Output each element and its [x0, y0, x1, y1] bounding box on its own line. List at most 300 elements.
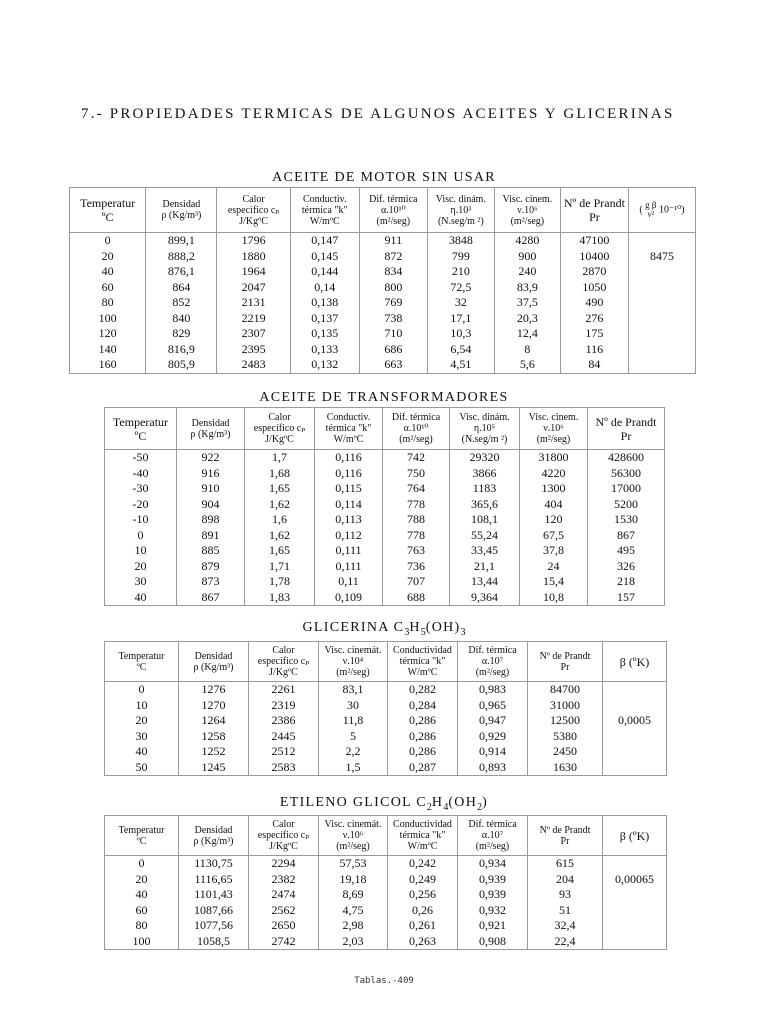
table-cell: 0,965: [458, 698, 528, 714]
table-cell: 100: [105, 934, 179, 950]
table-cell: 0,116: [315, 466, 383, 482]
col-specific-heat: Calor específico cₚ J/KgºC: [245, 408, 315, 450]
col-diffusivity: Dif. térmica α.10⁷ (m²/seg): [458, 816, 528, 856]
table-cell: [603, 918, 667, 934]
table-cell: 210: [427, 264, 494, 280]
table-cell: 800: [359, 280, 427, 296]
page-footer: Tablas.-409: [354, 976, 414, 986]
table-cell: 160: [70, 357, 146, 373]
table-cell: 0,132: [290, 357, 359, 373]
table-cell: 885: [177, 543, 245, 559]
col-prandtl: Nº de Prandt Pr: [560, 188, 628, 233]
col-conductivity: Conductividad térmica "k" W/mºC: [388, 816, 458, 856]
table-cell: 2382: [249, 872, 319, 888]
col-kin-viscosity: Visc. cinem. ν.10⁶ (m²/seg): [494, 188, 560, 233]
table-row: [105, 729, 667, 745]
table-cell: 763: [383, 543, 450, 559]
table-cell: 83,1: [319, 682, 388, 698]
table-cell: 1,7: [245, 450, 315, 466]
table-cell: 8,69: [319, 887, 388, 903]
table-cell: 1058,5: [179, 934, 249, 950]
table-cell: 428600: [588, 450, 665, 466]
table-cell: 764: [383, 481, 450, 497]
table-cell: 0,282: [388, 682, 458, 698]
table-cell: 3848: [427, 233, 494, 249]
table-cell: 0,256: [388, 887, 458, 903]
table-cell: 0,135: [290, 326, 359, 342]
table-cell: 0,111: [315, 543, 383, 559]
table-cell: 778: [383, 528, 450, 544]
table-cell: 2512: [249, 744, 319, 760]
table-cell: 20: [105, 559, 177, 575]
table-cell: 1,68: [245, 466, 315, 482]
table-cell: [628, 295, 695, 311]
col-diffusivity: Dif. térmica α.10¹⁰ (m²/seg): [383, 408, 450, 450]
table-cell: 490: [560, 295, 628, 311]
table-cell: 2307: [217, 326, 290, 342]
trafo-table: [104, 407, 665, 606]
table-cell: 0,929: [458, 729, 528, 745]
table-cell: 922: [177, 450, 245, 466]
table-cell: [628, 326, 695, 342]
table-cell: 2319: [249, 698, 319, 714]
table-row: [105, 682, 667, 698]
col-temp: Temperatur ºC: [70, 188, 146, 233]
table-cell: 4,75: [319, 903, 388, 919]
table-cell: 40: [105, 744, 179, 760]
table-cell: 120: [70, 326, 146, 342]
table-cell: 799: [427, 249, 494, 265]
table-cell: 0: [105, 528, 177, 544]
table-cell: [603, 729, 667, 745]
table-cell: 1264: [179, 713, 249, 729]
table-cell: 0,263: [388, 934, 458, 950]
table-cell: 495: [588, 543, 665, 559]
table-cell: 872: [359, 249, 427, 265]
table-cell: 1077,56: [179, 918, 249, 934]
col-conductivity: Conductividad térmica "k" W/mºC: [388, 642, 458, 682]
table-cell: 0,908: [458, 934, 528, 950]
table-cell: 710: [359, 326, 427, 342]
table-cell: 2742: [249, 934, 319, 950]
table-cell: 1,6: [245, 512, 315, 528]
table-cell: 1276: [179, 682, 249, 698]
table-cell: 2219: [217, 311, 290, 327]
table-cell: 10: [105, 543, 177, 559]
table-cell: 788: [383, 512, 450, 528]
col-prandtl: Nº de Prandt Pr: [588, 408, 665, 450]
table-row: [105, 450, 665, 466]
table-row: [105, 497, 665, 513]
col-specific-heat: Calor específico cₚ J/KgºC: [217, 188, 290, 233]
table-cell: 240: [494, 264, 560, 280]
table-cell: 0,249: [388, 872, 458, 888]
table-cell: 404: [520, 497, 588, 513]
col-temp: Temperatur ºC: [105, 816, 179, 856]
col-temp: Temperatur ºC: [105, 408, 177, 450]
table-cell: 0,138: [290, 295, 359, 311]
table-cell: 19,18: [319, 872, 388, 888]
col-prandtl: Nº de Prandt Pr: [528, 816, 603, 856]
table-cell: 30: [105, 574, 177, 590]
table-cell: -20: [105, 497, 177, 513]
table-cell: 29320: [450, 450, 520, 466]
table-cell: 55,24: [450, 528, 520, 544]
table-cell: 1101,43: [179, 887, 249, 903]
table-cell: 9,364: [450, 590, 520, 606]
table-cell: [628, 311, 695, 327]
table-row: [105, 512, 665, 528]
table-cell: 2483: [217, 357, 290, 373]
table-cell: 204: [528, 872, 603, 888]
table-cell: 0,112: [315, 528, 383, 544]
table-cell: 2047: [217, 280, 290, 296]
table-cell: 0,286: [388, 713, 458, 729]
table-cell: 891: [177, 528, 245, 544]
table-cell: 0,133: [290, 342, 359, 358]
table-row: [70, 280, 696, 296]
table-cell: 0,261: [388, 918, 458, 934]
table-cell: 879: [177, 559, 245, 575]
table-cell: 2445: [249, 729, 319, 745]
table-cell: 24: [520, 559, 588, 575]
table-row: [105, 590, 665, 606]
table-cell: [603, 760, 667, 776]
table-cell: 1,62: [245, 528, 315, 544]
table-row: [70, 295, 696, 311]
table-cell: 1183: [450, 481, 520, 497]
table-cell: 769: [359, 295, 427, 311]
table-cell: 2583: [249, 760, 319, 776]
table-cell: 1300: [520, 481, 588, 497]
table-cell: 1880: [217, 249, 290, 265]
table-cell: 0,11: [315, 574, 383, 590]
table-cell: 12500: [528, 713, 603, 729]
table-cell: 2474: [249, 887, 319, 903]
table-cell: 3866: [450, 466, 520, 482]
table-row: [105, 887, 667, 903]
table-cell: 0,934: [458, 856, 528, 872]
table-cell: 834: [359, 264, 427, 280]
col-density: Densidad ρ (Kg/m³): [177, 408, 245, 450]
table-cell: 56300: [588, 466, 665, 482]
etileno-title: ETILENO GLICOL $C_2H_4(OH_2)$: [279, 795, 489, 813]
table-cell: 47100: [560, 233, 628, 249]
table-cell: 32: [427, 295, 494, 311]
col-kin-viscosity: Visc. cinem. ν.10⁶ (m²/seg): [520, 408, 588, 450]
table-cell: 0,14: [290, 280, 359, 296]
table-cell: [628, 264, 695, 280]
table-cell: 1,5: [319, 760, 388, 776]
table-cell: 218: [588, 574, 665, 590]
col-grashof-factor: ( g β ν² 10⁻¹⁰): [628, 188, 695, 233]
table-cell: 0,893: [458, 760, 528, 776]
table-cell: 888,2: [146, 249, 217, 265]
col-specific-heat: Calor específico cₚ J/KgºC: [249, 642, 319, 682]
table-cell: 1087,66: [179, 903, 249, 919]
table-cell: 12,4: [494, 326, 560, 342]
table-cell: 17,1: [427, 311, 494, 327]
table-cell: 1,71: [245, 559, 315, 575]
table-cell: 40: [105, 887, 179, 903]
table-row: [105, 934, 667, 950]
table-cell: 0,242: [388, 856, 458, 872]
table-row: [105, 559, 665, 575]
glicerina-table: [104, 641, 667, 776]
table-cell: 0: [105, 682, 179, 698]
table-cell: 120: [520, 512, 588, 528]
table-cell: 5200: [588, 497, 665, 513]
table-cell: 57,53: [319, 856, 388, 872]
table-cell: 30: [105, 729, 179, 745]
trafo-title: ACEITE DE TRANSFORMADORES: [259, 390, 509, 405]
table-cell: 20: [70, 249, 146, 265]
table-cell: 4280: [494, 233, 560, 249]
table-cell: 4,51: [427, 357, 494, 373]
table-cell: 0,287: [388, 760, 458, 776]
table-cell: 80: [70, 295, 146, 311]
table-cell: 0,116: [315, 450, 383, 466]
table-row: [70, 326, 696, 342]
col-temp: Temperatur ºC: [105, 642, 179, 682]
table-cell: 5,6: [494, 357, 560, 373]
table-cell: 2450: [528, 744, 603, 760]
table-cell: 6,54: [427, 342, 494, 358]
table-cell: 864: [146, 280, 217, 296]
table-cell: [628, 280, 695, 296]
table-row: [70, 342, 696, 358]
table-cell: 0,144: [290, 264, 359, 280]
table-row: [105, 466, 665, 482]
table-cell: 21,1: [450, 559, 520, 575]
table-cell: [628, 342, 695, 358]
table-cell: 60: [105, 903, 179, 919]
col-diffusivity: Dif. térmica α.10¹⁰ (m²/seg): [359, 188, 427, 233]
table-cell: 1,62: [245, 497, 315, 513]
table-cell: 10,8: [520, 590, 588, 606]
table-cell: 175: [560, 326, 628, 342]
table-cell: 1964: [217, 264, 290, 280]
motor-table: [69, 187, 696, 374]
table-row: [70, 233, 696, 249]
table-row: [105, 903, 667, 919]
table-cell: 0,115: [315, 481, 383, 497]
col-prandtl: Nº de Prandt Pr: [528, 642, 603, 682]
table-cell: 0,286: [388, 729, 458, 745]
table-cell: 688: [383, 590, 450, 606]
table-cell: 829: [146, 326, 217, 342]
table-cell: 84700: [528, 682, 603, 698]
table-cell: 898: [177, 512, 245, 528]
table-cell: 83,9: [494, 280, 560, 296]
col-kin-viscosity: Visc. cinemát. ν.10⁶ (m²/seg): [319, 816, 388, 856]
table-cell: 50: [105, 760, 179, 776]
col-density: Densidad ρ (Kg/m³): [146, 188, 217, 233]
table-cell: 2,03: [319, 934, 388, 950]
table-cell: 707: [383, 574, 450, 590]
table-cell: 663: [359, 357, 427, 373]
table-cell: 0,914: [458, 744, 528, 760]
table-row: [105, 574, 665, 590]
table-cell: 2261: [249, 682, 319, 698]
table-row: [70, 357, 696, 373]
table-cell: [603, 744, 667, 760]
table-cell: 911: [359, 233, 427, 249]
table-cell: 840: [146, 311, 217, 327]
table-cell: 0,932: [458, 903, 528, 919]
table-cell: 1630: [528, 760, 603, 776]
table-row: [70, 249, 696, 265]
table-row: [70, 264, 696, 280]
table-cell: 900: [494, 249, 560, 265]
table-cell: 852: [146, 295, 217, 311]
table-cell: 805,9: [146, 357, 217, 373]
table-cell: 916: [177, 466, 245, 482]
table-cell: 873: [177, 574, 245, 590]
table-cell: 100: [70, 311, 146, 327]
table-cell: 2386: [249, 713, 319, 729]
table-cell: 108,1: [450, 512, 520, 528]
table-cell: 1270: [179, 698, 249, 714]
table-cell: 20: [105, 872, 179, 888]
glicerina-title: GLICERINA $C_3H_5(OH)_3$: [302, 620, 466, 638]
table-cell: 2294: [249, 856, 319, 872]
table-cell: 1530: [588, 512, 665, 528]
table-cell: 11,8: [319, 713, 388, 729]
table-cell: 816,9: [146, 342, 217, 358]
table-cell: 17000: [588, 481, 665, 497]
col-dyn-viscosity: Visc. dinám. η.10⁵ (N.seg/m ²): [450, 408, 520, 450]
table-row: [105, 856, 667, 872]
table-cell: 899,1: [146, 233, 217, 249]
table-cell: 157: [588, 590, 665, 606]
table-cell: 1796: [217, 233, 290, 249]
table-cell: 140: [70, 342, 146, 358]
table-cell: 20,3: [494, 311, 560, 327]
table-cell: 742: [383, 450, 450, 466]
table-cell: 40: [105, 590, 177, 606]
table-cell: 31800: [520, 450, 588, 466]
table-cell: 2650: [249, 918, 319, 934]
table-cell: 0,286: [388, 744, 458, 760]
table-cell: [603, 698, 667, 714]
table-cell: 0,147: [290, 233, 359, 249]
col-conductivity: Conductiv. térmica "k" W/mºC: [290, 188, 359, 233]
table-row: [70, 311, 696, 327]
table-row: [105, 713, 667, 729]
table-cell: 0,947: [458, 713, 528, 729]
table-cell: 276: [560, 311, 628, 327]
table-row: [105, 918, 667, 934]
table-cell: 0,0005: [603, 713, 667, 729]
table-cell: 80: [105, 918, 179, 934]
table-cell: [603, 887, 667, 903]
table-cell: 0,921: [458, 918, 528, 934]
table-cell: 0: [70, 233, 146, 249]
table-cell: [603, 903, 667, 919]
table-cell: 1,83: [245, 590, 315, 606]
col-dyn-viscosity: Visc. dinám. η.10³ (N.seg/m ²): [427, 188, 494, 233]
table-cell: 0,145: [290, 249, 359, 265]
table-cell: 0,109: [315, 590, 383, 606]
col-conductivity: Conductiv. térmica "k" W/mºC: [315, 408, 383, 450]
col-density: Densidad ρ (Kg/m³): [179, 642, 249, 682]
table-cell: 93: [528, 887, 603, 903]
table-cell: 1252: [179, 744, 249, 760]
table-cell: 37,5: [494, 295, 560, 311]
table-cell: 738: [359, 311, 427, 327]
table-cell: 365,6: [450, 497, 520, 513]
page-title: 7.- PROPIEDADES TERMICAS DE ALGUNOS ACEITES Y GLICERINAS: [81, 106, 675, 122]
table-cell: 0,26: [388, 903, 458, 919]
table-cell: 32,4: [528, 918, 603, 934]
table-cell: 2,2: [319, 744, 388, 760]
table-cell: 1050: [560, 280, 628, 296]
table-cell: 1245: [179, 760, 249, 776]
table-cell: [603, 682, 667, 698]
table-cell: 2131: [217, 295, 290, 311]
table-row: [105, 760, 667, 776]
table-cell: 13,44: [450, 574, 520, 590]
table-cell: 1116,65: [179, 872, 249, 888]
table-cell: 867: [588, 528, 665, 544]
table-cell: 60: [70, 280, 146, 296]
table-cell: 5: [319, 729, 388, 745]
table-cell: 736: [383, 559, 450, 575]
table-cell: 4220: [520, 466, 588, 482]
table-cell: 1,65: [245, 543, 315, 559]
table-cell: 30: [319, 698, 388, 714]
table-cell: 2870: [560, 264, 628, 280]
table-cell: 0,939: [458, 887, 528, 903]
table-cell: 2395: [217, 342, 290, 358]
table-cell: [628, 357, 695, 373]
table-cell: 750: [383, 466, 450, 482]
table-cell: -50: [105, 450, 177, 466]
table-cell: 5380: [528, 729, 603, 745]
col-kin-viscosity: Visc. cinemát. ν.10⁴ (m²/seg): [319, 642, 388, 682]
table-cell: 10,3: [427, 326, 494, 342]
table-cell: 10400: [560, 249, 628, 265]
table-cell: 1130,75: [179, 856, 249, 872]
table-cell: 31000: [528, 698, 603, 714]
table-cell: 0: [105, 856, 179, 872]
table-cell: 904: [177, 497, 245, 513]
table-cell: 8: [494, 342, 560, 358]
col-density: Densidad ρ (Kg/m³): [179, 816, 249, 856]
table-cell: 0,983: [458, 682, 528, 698]
table-row: [105, 481, 665, 497]
table-cell: 67,5: [520, 528, 588, 544]
table-cell: 15,4: [520, 574, 588, 590]
table-cell: -30: [105, 481, 177, 497]
table-cell: 116: [560, 342, 628, 358]
table-cell: 778: [383, 497, 450, 513]
table-cell: 867: [177, 590, 245, 606]
table-cell: 686: [359, 342, 427, 358]
table-cell: [603, 934, 667, 950]
table-cell: 0,137: [290, 311, 359, 327]
table-cell: 33,45: [450, 543, 520, 559]
table-cell: 0,00065: [603, 872, 667, 888]
table-row: [105, 872, 667, 888]
table-cell: 8475: [628, 249, 695, 265]
table-cell: 40: [70, 264, 146, 280]
table-cell: 876,1: [146, 264, 217, 280]
table-cell: 0,284: [388, 698, 458, 714]
table-row: [105, 528, 665, 544]
table-cell: 2,98: [319, 918, 388, 934]
